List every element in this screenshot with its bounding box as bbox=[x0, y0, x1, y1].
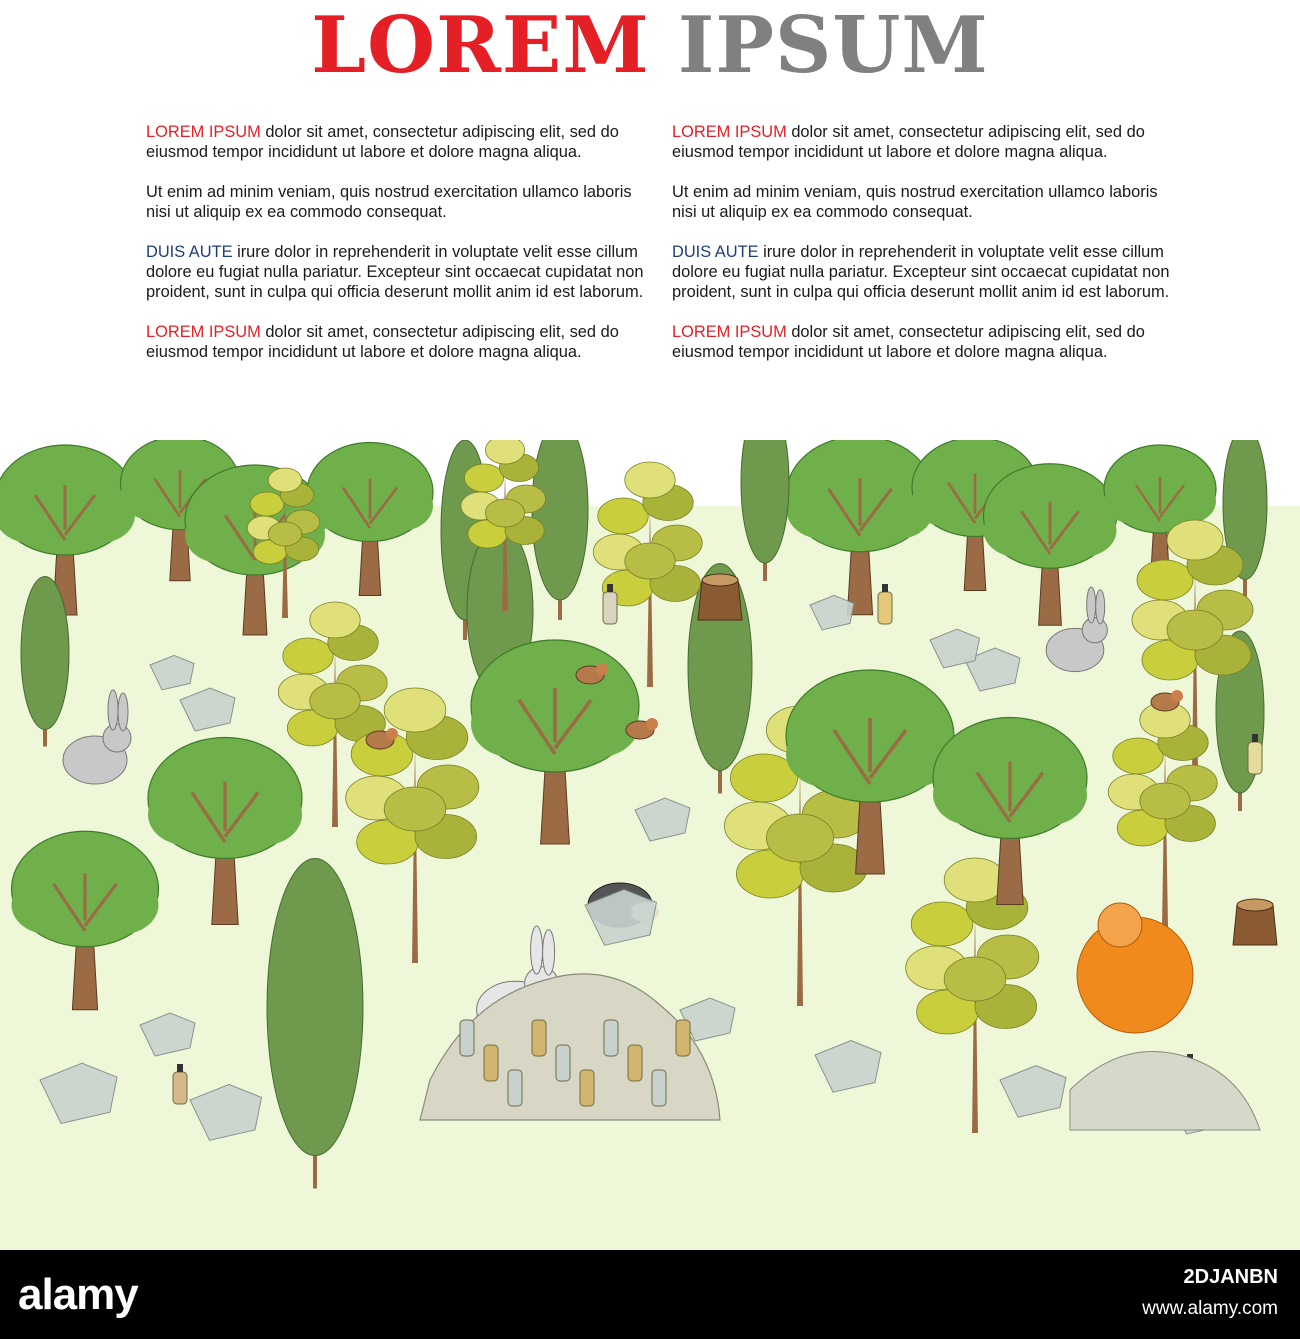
paragraph-lead: DUIS AUTE bbox=[146, 243, 233, 261]
paragraph bbox=[672, 322, 1172, 362]
image-id: 2DJANBN bbox=[1183, 1266, 1278, 1288]
paragraph-text: dolor sit amet, consectetur adipiscing elit, sed do eiusmod tempor incididunt ut labore et dolore magna aliqua. bbox=[672, 323, 1145, 361]
paragraph-lead: LOREM IPSUM bbox=[146, 323, 261, 341]
paragraph-lead: DUIS AUTE bbox=[672, 243, 759, 261]
alamy-logo: alamy bbox=[18, 1270, 138, 1319]
paragraph bbox=[672, 242, 1172, 302]
text-column-right bbox=[672, 122, 1172, 382]
paragraph-text: dolor sit amet, consectetur adipiscing elit, sed do eiusmod tempor incididunt ut labore et dolore magna aliqua. bbox=[146, 123, 619, 161]
paragraph-text: Ut enim ad minim veniam, quis nostrud exercitation ullamco laboris nisi ut aliquip ex ea commodo consequat. bbox=[146, 183, 632, 221]
paragraph bbox=[672, 122, 1172, 162]
tree-stump bbox=[698, 574, 742, 620]
tree-stump bbox=[1233, 899, 1277, 945]
paragraph-text: Ut enim ad minim veniam, quis nostrud exercitation ullamco laboris nisi ut aliquip ex ea commodo consequat. bbox=[672, 183, 1158, 221]
paragraph bbox=[146, 182, 646, 222]
footer-url: www.alamy.com bbox=[1142, 1298, 1278, 1319]
paragraph-lead: LOREM IPSUM bbox=[146, 123, 261, 141]
watermark-footer bbox=[0, 1250, 1300, 1339]
paragraph bbox=[672, 182, 1172, 222]
paragraph-lead: LOREM IPSUM bbox=[672, 123, 787, 141]
text-column-left bbox=[146, 122, 646, 382]
paragraph bbox=[146, 322, 646, 362]
paragraph-text: irure dolor in reprehenderit in voluptate velit esse cillum dolore eu fugiat nulla pariatur. Excepteur sint occaecat cupidatat non proident, sunt in culpa qui officia deserunt mollit anim id est laborum. bbox=[146, 243, 644, 301]
page-title bbox=[0, 0, 1300, 100]
paragraph-lead: LOREM IPSUM bbox=[672, 323, 787, 341]
paragraph bbox=[146, 122, 646, 162]
paragraph-text: irure dolor in reprehenderit in voluptate velit esse cillum dolore eu fugiat nulla pariatur. Excepteur sint occaecat cupidatat non proident, sunt in culpa qui officia deserunt mollit anim id est laborum. bbox=[672, 243, 1170, 301]
paragraph-text: dolor sit amet, consectetur adipiscing elit, sed do eiusmod tempor incididunt ut labore et dolore magna aliqua. bbox=[146, 323, 619, 361]
paragraph-text: dolor sit amet, consectetur adipiscing elit, sed do eiusmod tempor incididunt ut labore et dolore magna aliqua. bbox=[672, 123, 1145, 161]
title-word-red: LOREM bbox=[311, 0, 650, 91]
paragraph bbox=[146, 242, 646, 302]
title-word-gray: IPSUM bbox=[677, 0, 989, 91]
forest-illustration bbox=[0, 440, 1300, 1250]
